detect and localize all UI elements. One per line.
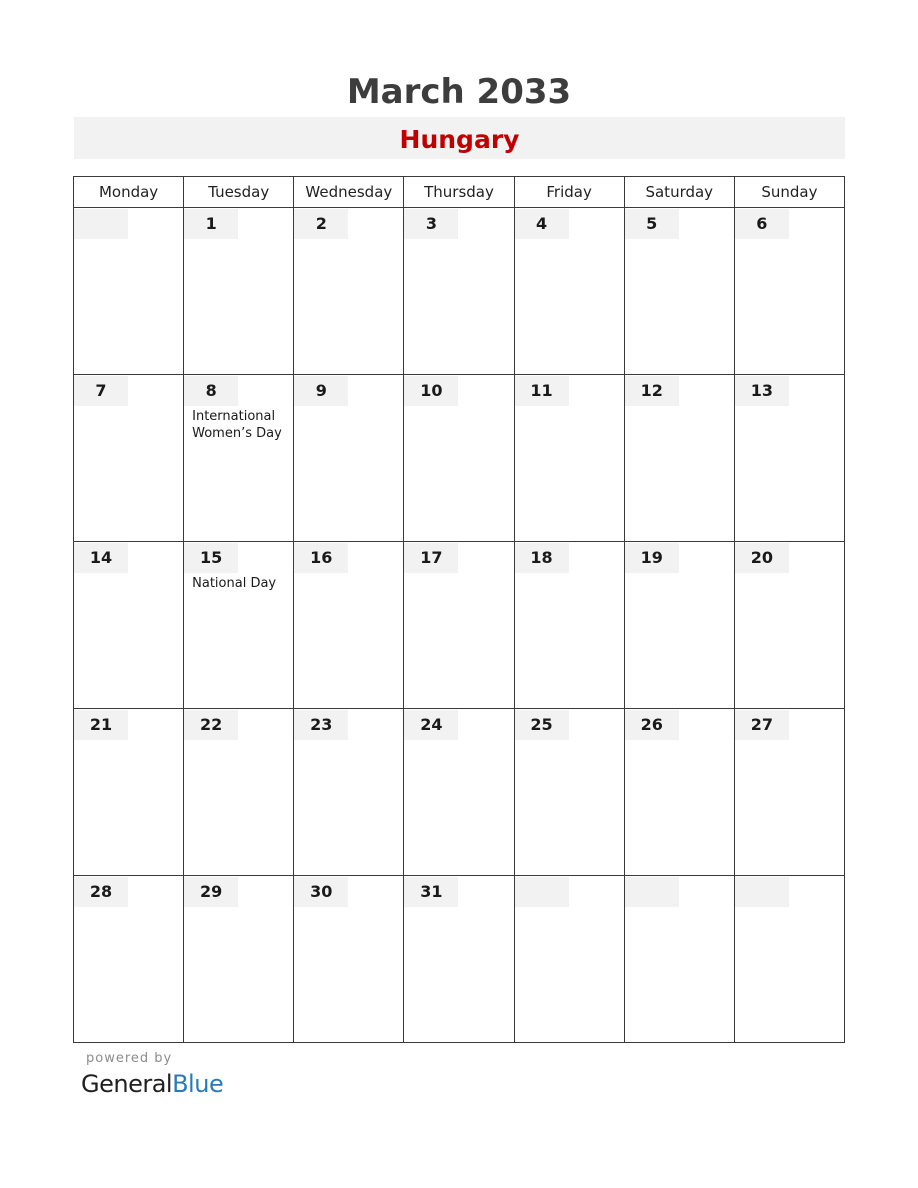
weekday-header-wednesday: Wednesday — [294, 177, 404, 208]
holiday-label — [192, 408, 293, 442]
weekday-header-saturday: Saturday — [624, 177, 734, 208]
day-cell[interactable] — [294, 542, 404, 709]
holiday-label-line: Women’s Day — [192, 426, 282, 441]
holiday-label-line: National Day — [192, 576, 277, 591]
day-number: 1 — [184, 209, 238, 239]
day-number: 21 — [74, 710, 128, 740]
day-number: 20 — [735, 543, 789, 573]
day-number: 29 — [184, 877, 238, 907]
day-cell[interactable] — [184, 876, 294, 1043]
weekday-header-tuesday: Tuesday — [184, 177, 294, 208]
day-cell[interactable] — [74, 542, 184, 709]
day-cell[interactable] — [404, 208, 514, 375]
day-cell[interactable] — [404, 375, 514, 542]
day-number: 11 — [515, 376, 569, 406]
day-cell[interactable] — [734, 542, 844, 709]
day-number: 8 — [184, 376, 238, 406]
day-number: 18 — [515, 543, 569, 573]
day-cell[interactable] — [514, 208, 624, 375]
day-cell[interactable] — [734, 876, 844, 1043]
day-number: 31 — [404, 877, 458, 907]
day-cell[interactable] — [624, 709, 734, 876]
day-number: 15 — [184, 543, 238, 573]
day-number: 30 — [294, 877, 348, 907]
day-cell[interactable] — [624, 375, 734, 542]
day-number — [74, 209, 128, 239]
weekday-header-thursday: Thursday — [404, 177, 514, 208]
day-cell[interactable] — [514, 709, 624, 876]
day-number: 23 — [294, 710, 348, 740]
day-number: 7 — [74, 376, 128, 406]
country-band — [74, 117, 845, 159]
day-cell[interactable] — [74, 208, 184, 375]
day-number: 26 — [625, 710, 679, 740]
day-number: 12 — [625, 376, 679, 406]
day-number: 9 — [294, 376, 348, 406]
day-cell[interactable] — [514, 876, 624, 1043]
day-number — [735, 877, 789, 907]
day-number: 10 — [404, 376, 458, 406]
day-number: 27 — [735, 710, 789, 740]
day-cell[interactable] — [184, 375, 294, 542]
generalblue-logo[interactable] — [81, 1068, 223, 1100]
day-cell[interactable] — [734, 208, 844, 375]
day-cell[interactable] — [624, 876, 734, 1043]
week-row — [74, 876, 845, 1043]
week-row — [74, 208, 845, 375]
day-cell[interactable] — [514, 375, 624, 542]
day-number: 4 — [515, 209, 569, 239]
day-cell[interactable] — [734, 375, 844, 542]
day-cell[interactable] — [74, 375, 184, 542]
page-title: March 2033 — [346, 72, 572, 112]
day-cell[interactable] — [624, 542, 734, 709]
day-number: 19 — [625, 543, 679, 573]
brand-blue-text: Blue — [172, 1070, 224, 1098]
brand-general-text: General — [81, 1070, 173, 1098]
day-cell[interactable] — [624, 208, 734, 375]
day-cell[interactable] — [514, 542, 624, 709]
day-number: 28 — [74, 877, 128, 907]
weekday-header-sunday: Sunday — [734, 177, 844, 208]
day-cell[interactable] — [184, 208, 294, 375]
day-cell[interactable] — [184, 542, 294, 709]
day-cell[interactable] — [294, 208, 404, 375]
day-number: 25 — [515, 710, 569, 740]
week-row — [74, 375, 845, 542]
day-number — [515, 877, 569, 907]
day-cell[interactable] — [184, 709, 294, 876]
day-cell[interactable] — [294, 375, 404, 542]
day-number: 3 — [404, 209, 458, 239]
week-row — [74, 542, 845, 709]
day-cell[interactable] — [404, 709, 514, 876]
day-number — [625, 877, 679, 907]
day-cell[interactable] — [74, 876, 184, 1043]
day-number: 13 — [735, 376, 789, 406]
country-name: Hungary — [399, 125, 520, 154]
weekday-header-friday: Friday — [514, 177, 624, 208]
holiday-label — [192, 575, 293, 592]
day-number: 5 — [625, 209, 679, 239]
calendar-grid — [73, 176, 845, 1043]
powered-by-label: powered by — [86, 1051, 173, 1066]
day-cell[interactable] — [404, 876, 514, 1043]
holiday-label-line: International — [192, 409, 276, 424]
day-cell[interactable] — [74, 709, 184, 876]
week-row — [74, 709, 845, 876]
day-number: 6 — [735, 209, 789, 239]
day-cell[interactable] — [294, 876, 404, 1043]
day-number: 14 — [74, 543, 128, 573]
calendar-body — [74, 208, 845, 1043]
day-number: 16 — [294, 543, 348, 573]
weekday-header-monday: Monday — [74, 177, 184, 208]
day-number: 2 — [294, 209, 348, 239]
day-cell[interactable] — [294, 709, 404, 876]
weekday-header-row — [74, 177, 845, 208]
day-cell[interactable] — [404, 542, 514, 709]
day-number: 24 — [404, 710, 458, 740]
day-cell[interactable] — [734, 709, 844, 876]
day-number: 22 — [184, 710, 238, 740]
day-number: 17 — [404, 543, 458, 573]
